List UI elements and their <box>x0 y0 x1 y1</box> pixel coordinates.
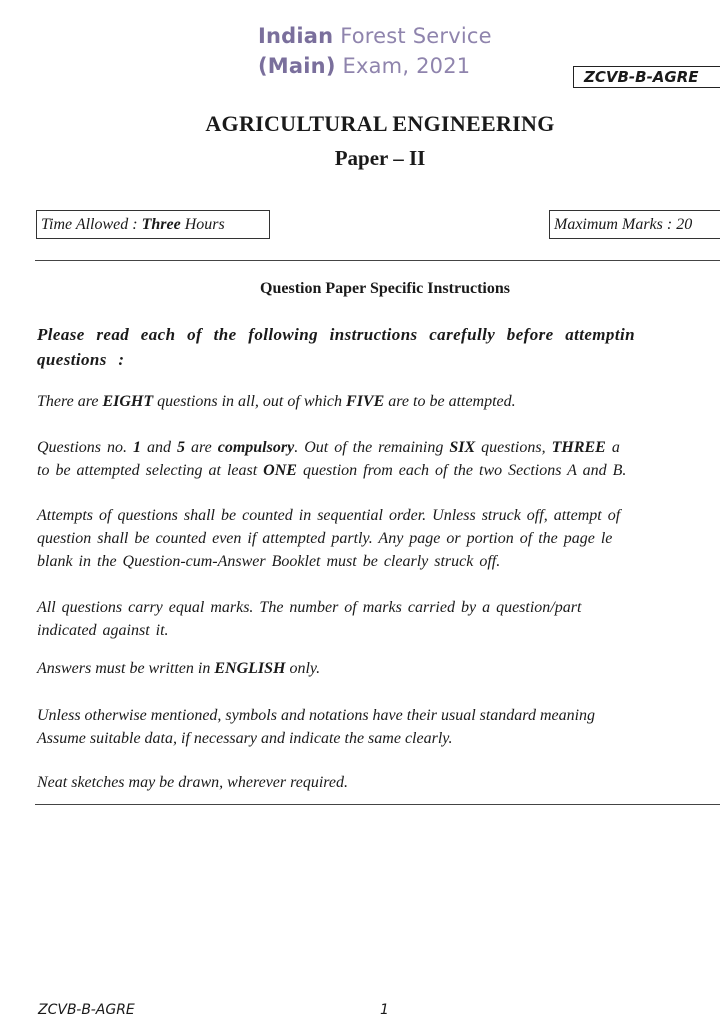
time-label: Time Allowed : <box>41 216 142 233</box>
maximum-marks-box: Maximum Marks : 20 <box>549 210 720 239</box>
intro-line: Please read each of the following instructions carefully before attemptin <box>37 325 635 344</box>
paper-subtitle: Paper – II <box>334 146 426 170</box>
stamp-text: Forest Service <box>333 24 492 48</box>
exam-stamp-line1 <box>258 24 492 48</box>
intro-line: questions : <box>37 350 125 369</box>
stamp-word: Indian <box>258 24 334 48</box>
paper-code-box: ZCVB-B-AGRE <box>573 66 720 88</box>
instruction-sequential-order: Attempts of questions shall be counted in sequential order. Unless struck off, attempt of question shall be counted even if attempted partly. Any page or portion of the page le blank in the Question-cum-Answer Booklet must be clearly struck off. <box>37 507 621 570</box>
instruction-language: Answers must be written in ENGLISH only. <box>37 660 321 677</box>
divider <box>35 804 720 805</box>
instructions-intro <box>37 322 720 372</box>
paper-title: AGRICULTURAL ENGINEERING <box>205 111 555 136</box>
exam-stamp-line2 <box>258 54 470 78</box>
time-suffix: Hours <box>180 216 225 233</box>
stamp-text: Exam, 2021 <box>335 54 471 78</box>
instructions-heading: Question Paper Specific Instructions <box>260 280 510 297</box>
footer-paper-code: ZCVB-B-AGRE <box>38 1002 135 1018</box>
instruction-notations: Unless otherwise mentioned, symbols and notations have their usual standard meaning Assume suitable data, if necessary and indicate the same clearly. <box>37 707 596 747</box>
divider <box>35 260 720 261</box>
instruction-question-count: There are EIGHT questions in all, out of which FIVE are to be attempted. <box>37 393 516 410</box>
footer-page-number: 1 <box>380 1002 389 1018</box>
instruction-sketches: Neat sketches may be drawn, wherever required. <box>37 774 349 791</box>
stamp-word: (Main) <box>258 54 336 78</box>
instruction-compulsory: Questions no. 1 and 5 are compulsory. Out of the remaining SIX questions, THREE a to be attempted selecting at least ONE question from each of the two Sections A and B. <box>37 439 627 479</box>
instruction-equal-marks: All questions carry equal marks. The number of marks carried by a question/part indicated against it. <box>37 599 582 639</box>
time-value: Three <box>141 216 181 233</box>
time-allowed-box <box>36 210 270 239</box>
